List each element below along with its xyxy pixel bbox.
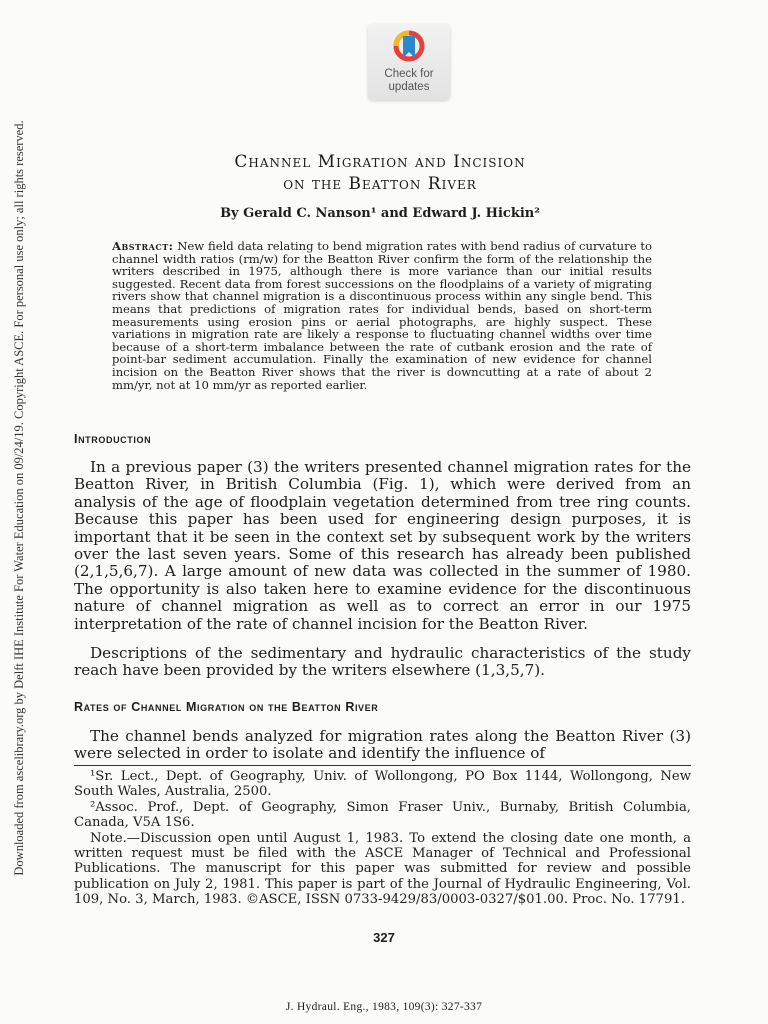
badge-label-line2: updates (388, 81, 430, 93)
page-number: 327 (373, 930, 395, 945)
introduction-paragraph-1: In a previous paper (3) the writers presented channel migration rates for the Beatton River, in British Columbia (Fig. 1), which were derived from an analysis of the age of floodplain vegetation determined from tree ring counts. Because this paper has been used for engineering design purposes, it is important that it be seen in the context set by subsequent work by the writers over the last seven years. Some of this research has already been published (2,1,5,6,7). A large amount of new data was collected in the summer of 1980. The opportunity is also taken here to examine evidence for the discontinuous nature of channel migration as well as to correct an error in our 1975 interpretation of the rate of channel incision for the Beatton River. (74, 458, 691, 633)
rates-section-heading: Rates of Channel Migration on the Beatton River (74, 700, 379, 714)
journal-citation: J. Hydraul. Eng., 1983, 109(3): 327-337 (285, 1001, 483, 1013)
footnote-divider (74, 765, 691, 766)
paper-title-line1: Channel Migration and Incision (234, 152, 526, 172)
discussion-note: Note.—Discussion open until August 1, 1983. To extend the closing date one month, a written request must be filed with the ASCE Manager of Technical and Professional Publications. The manuscript for this paper was submitted for review and possible publication on July 2, 1981. This paper is part of the Journal of Hydraulic Engineering, Vol. 109, No. 3, March, 1983. ©ASCE, ISSN 0733-9429/83/0003-0327/$01.00. Proc. No. 17791. (74, 831, 691, 907)
introduction-heading: Introduction (74, 432, 152, 446)
footnote-1: ¹Sr. Lect., Dept. of Geography, Univ. of Wollongong, PO Box 1144, Wollongong, New South Wales, Australia, 2500. (74, 769, 691, 800)
author-line: By Gerald C. Nanson¹ and Edward J. Hickin² (220, 206, 540, 221)
abstract (112, 240, 652, 391)
rates-paragraph-1: The channel bends analyzed for migration rates along the Beatton River (3) were selected in order to isolate and identify the influence of (74, 727, 691, 763)
introduction-paragraph-2: Descriptions of the sedimentary and hydraulic characteristics of the study reach have been provided by the writers elsewhere (1,3,5,7). (74, 644, 691, 680)
download-watermark: Downloaded from ascelibrary.org by Delft IHE Institute For Water Education on 09/24/19. Copyright ASCE. For personal use only; all rights reserved. (12, 120, 26, 876)
check-for-updates-badge[interactable] (368, 24, 450, 100)
badge-label-line1: Check for (384, 68, 434, 80)
abstract-label: Abstract: (112, 239, 174, 253)
bookmark-ring-icon (392, 30, 426, 66)
paper-title-line2: on the Beatton River (283, 174, 477, 194)
footnote-2: ²Assoc. Prof., Dept. of Geography, Simon Fraser Univ., Burnaby, British Columbia, Canada, V5A 1S6. (74, 800, 691, 831)
abstract-text: New field data relating to bend migration rates with bend radius of curvature to channel width ratios (rm/w) for the Beatton River confirm the form of the relationship the writers described in 1975, although there is more variance than our initial results suggested. Recent data from forest successions on the floodplains of a variety of migrating rivers show that channel migration is a discontinuous process within any single bend. This means that predictions of migration rates for individual bends, based on short-term measurements using erosion pins or aerial photographs, are highly suspect. These variations in migration rate are likely a response to fluctuating channel widths over time because of a short-term imbalance between the rate of cutbank erosion and the rate of point-bar sediment accumulation. Finally the examination of new evidence for channel incision on the Beatton River shows that the river is downcutting at a rate of about 2 mm/yr, not at 10 mm/yr as reported earlier. (112, 239, 652, 392)
